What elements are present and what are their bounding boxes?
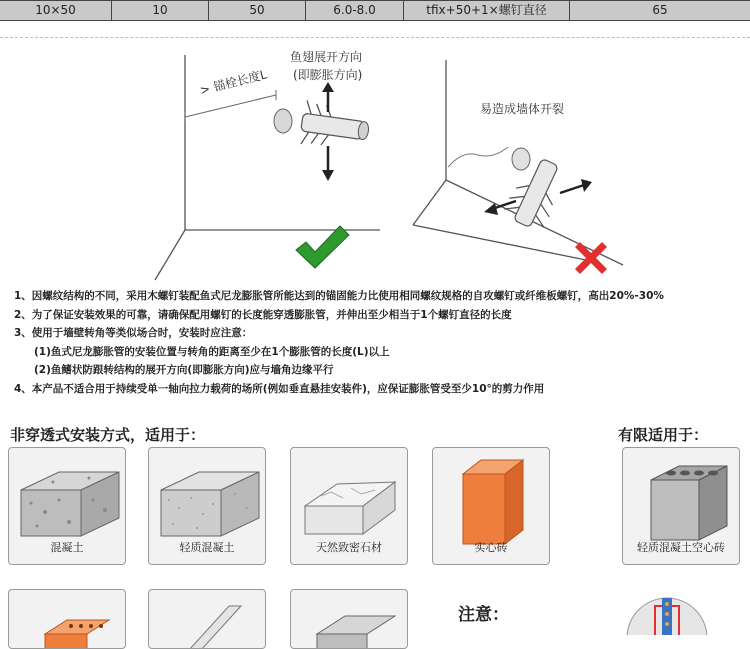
material-card-hollow-block — [622, 447, 740, 565]
note-item: 4、本产品不适合用于持续受单一轴向拉力载荷的场所(例如垂直悬挂安装件)，应保证膨胀管受至少10°的剪力作用 — [14, 382, 545, 395]
material-card-lightweight-concrete — [148, 447, 266, 565]
solid-brick-icon — [433, 448, 550, 548]
table-cell: tfix+50+1×螺钉直径 — [404, 1, 570, 20]
board-icon — [149, 590, 266, 649]
hollow-block-icon — [623, 448, 740, 548]
direction-label-note: (即膨胀方向) — [293, 68, 363, 82]
anchor-length-label: > 锚栓长度L — [198, 67, 269, 98]
limited-use-title: 有限适用于： — [618, 426, 709, 444]
non-penetrating-title: 非穿透式安装方式，适用于： — [10, 426, 206, 444]
note-item: 1、因螺纹结构的不同，采用木螺钉装配鱼式尼龙膨胀管所能达到的锚固能力比使用相同螺纹规格的自攻螺钉或纤维板螺钉，高出20%-30% — [14, 290, 664, 302]
stone-block-icon — [291, 448, 408, 548]
material-card-natural-stone — [290, 447, 408, 565]
material-card-slab — [290, 589, 408, 649]
direction-label: 鱼翅展开方向 — [290, 50, 363, 64]
concrete-block-icon — [9, 448, 126, 548]
note-item: 2、为了保证安装效果的可靠，请确保配用螺钉的长度能穿透膨胀管，并伸出至少相当于1个螺钉直径的长度 — [14, 308, 512, 321]
divider — [0, 37, 750, 38]
material-card-gypsum-board — [148, 589, 266, 649]
notice-diagram — [622, 590, 712, 635]
table-cell: 50 — [209, 1, 306, 20]
right-install-diagram — [408, 55, 628, 285]
table-cell: 10 — [112, 1, 209, 20]
material-label: 轻质混凝土 — [179, 541, 235, 554]
table-cell: 10×50 — [0, 1, 112, 20]
material-label: 实心砖 — [474, 541, 508, 554]
installation-notes — [14, 287, 744, 398]
material-card-solid-brick — [432, 447, 550, 565]
material-label: 轻质混凝土空心砖 — [637, 541, 725, 554]
material-card-concrete — [8, 447, 126, 565]
slab-icon — [291, 590, 408, 649]
left-install-diagram — [150, 50, 380, 285]
table-cell: 6.0-8.0 — [306, 1, 404, 20]
material-card-hollow-brick — [8, 589, 126, 649]
lightweight-concrete-block-icon — [149, 448, 266, 548]
notice-title: 注意： — [458, 605, 509, 625]
material-label: 混凝土 — [50, 541, 84, 554]
note-subitem: (2)鱼鳍状防跟转结构的展开方向(即膨胀方向)应与墙角边缘平行 — [34, 364, 334, 376]
note-item: 3、使用于墙壁转角等类似场合时，安装时应注意： — [14, 327, 253, 339]
crack-warning-label: 易造成墙体开裂 — [480, 102, 565, 116]
material-label: 天然致密石材 — [316, 541, 382, 554]
spec-table-row — [0, 0, 750, 21]
table-cell: 65 — [652, 3, 668, 17]
perforated-brick-icon — [9, 590, 126, 649]
note-subitem: (1)鱼式尼龙膨胀管的安装位置与转角的距离至少在1个膨胀管的长度(L)以上 — [34, 345, 390, 358]
